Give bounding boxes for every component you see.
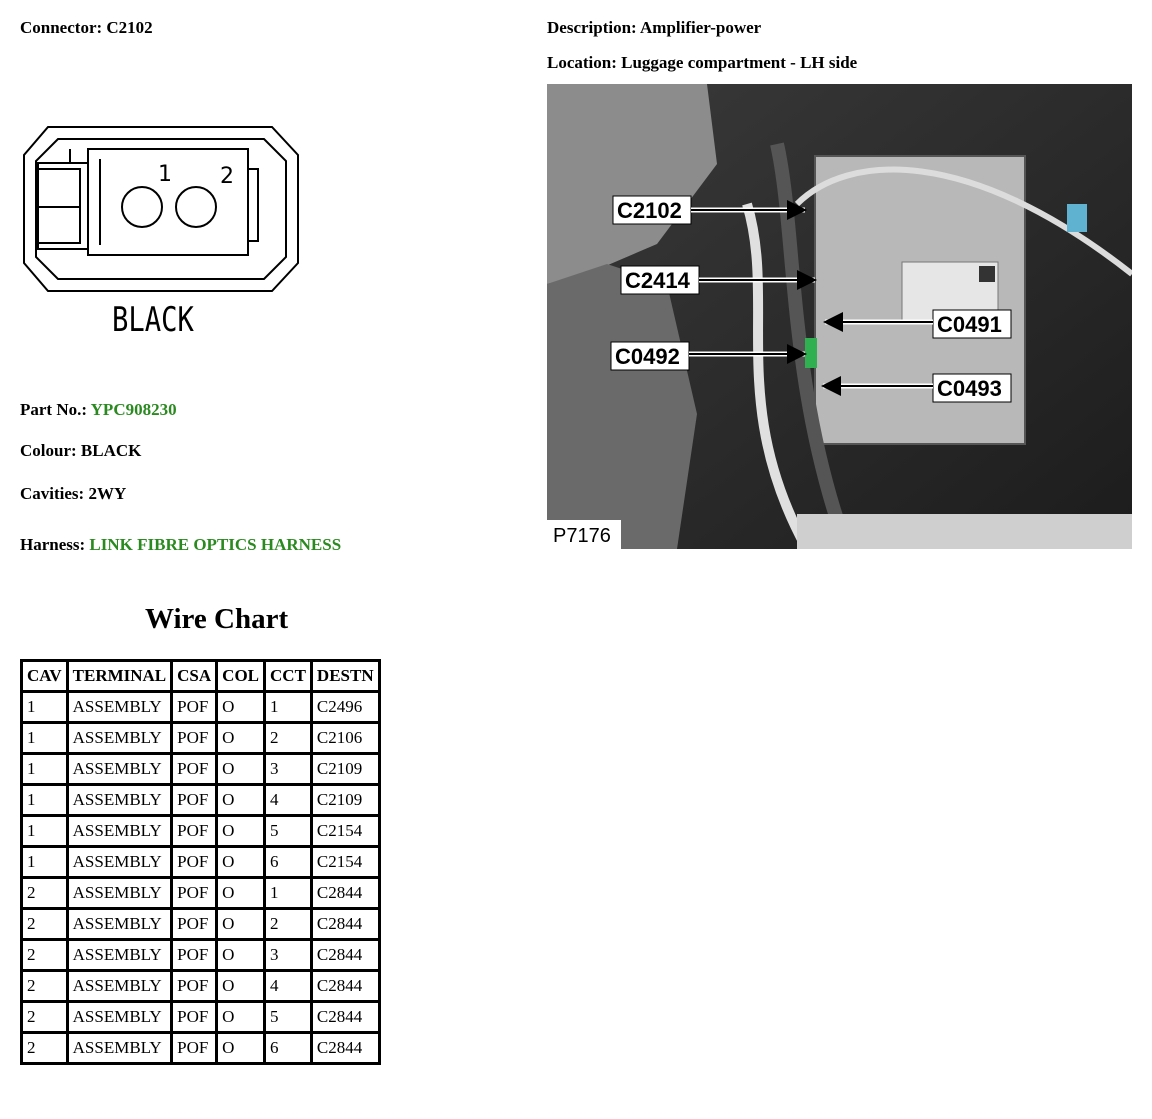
table-cell-cct: 1 — [266, 879, 310, 907]
part-no-line — [20, 400, 177, 420]
column-header-cct: CCT — [266, 662, 310, 690]
connector-label: Connector: — [20, 18, 103, 37]
table-cell-cav: 1 — [23, 724, 66, 752]
table-cell-csa: POF — [173, 724, 215, 752]
table-cell-col: O — [218, 817, 263, 845]
table-cell-cav: 2 — [23, 879, 66, 907]
table-cell-cav: 1 — [23, 786, 66, 814]
table-cell-destn: C2154 — [313, 848, 378, 876]
table-row — [23, 1003, 378, 1031]
table-cell-cct: 5 — [266, 1003, 310, 1031]
table-row — [23, 755, 378, 783]
table-cell-cct: 2 — [266, 910, 310, 938]
table-cell-csa: POF — [173, 941, 215, 969]
table-cell-cav: 1 — [23, 817, 66, 845]
table-cell-cav: 1 — [23, 848, 66, 876]
table-cell-destn: C2844 — [313, 941, 378, 969]
location-line — [547, 53, 857, 73]
table-cell-csa: POF — [173, 817, 215, 845]
table-cell-col: O — [218, 910, 263, 938]
svg-text:C0491: C0491 — [937, 312, 1002, 337]
table-row — [23, 848, 378, 876]
harness-value: LINK FIBRE OPTICS HARNESS — [89, 535, 342, 554]
location-label: Location: — [547, 53, 617, 72]
table-cell-col: O — [218, 848, 263, 876]
table-cell-cav: 1 — [23, 755, 66, 783]
table-cell-terminal: ASSEMBLY — [69, 1034, 171, 1062]
connector-value: C2102 — [106, 18, 153, 37]
table-row — [23, 1034, 378, 1062]
table-cell-destn: C2844 — [313, 879, 378, 907]
description-line — [547, 18, 761, 38]
table-cell-csa: POF — [173, 972, 215, 1000]
part-no-value: YPC908230 — [90, 400, 177, 419]
table-cell-cct: 3 — [266, 755, 310, 783]
table-cell-cav: 2 — [23, 1003, 66, 1031]
table-cell-destn: C2106 — [313, 724, 378, 752]
table-cell-cav: 2 — [23, 910, 66, 938]
table-cell-destn: C2109 — [313, 755, 378, 783]
svg-text:C2414: C2414 — [625, 268, 690, 293]
table-cell-destn: C2844 — [313, 1034, 378, 1062]
harness-label: Harness: — [20, 535, 86, 554]
column-header-cav: CAV — [23, 662, 66, 690]
table-cell-csa: POF — [173, 1003, 215, 1031]
table-cell-csa: POF — [173, 1034, 215, 1062]
column-header-terminal: TERMINAL — [69, 662, 171, 690]
table-cell-cct: 4 — [266, 786, 310, 814]
table-cell-cav: 1 — [23, 693, 66, 721]
table-cell-cct: 1 — [266, 693, 310, 721]
table-cell-col: O — [218, 755, 263, 783]
cavities-label: Cavities: — [20, 484, 85, 503]
table-cell-destn: C2844 — [313, 1003, 378, 1031]
description-label: Description: — [547, 18, 637, 37]
table-cell-col: O — [218, 786, 263, 814]
description-value: Amplifier-power — [640, 18, 762, 37]
cavities-value: 2WY — [88, 484, 127, 503]
table-cell-col: O — [218, 693, 263, 721]
table-cell-terminal: ASSEMBLY — [69, 848, 171, 876]
table-row — [23, 693, 378, 721]
table-cell-cav: 2 — [23, 1034, 66, 1062]
colour-label: Colour: — [20, 441, 77, 460]
table-row — [23, 941, 378, 969]
wire-chart-table — [20, 659, 381, 1065]
pin-2-label: 2 — [220, 164, 234, 189]
lower-module — [797, 514, 1132, 549]
svg-text:C0493: C0493 — [937, 376, 1002, 401]
column-header-csa: CSA — [173, 662, 215, 690]
wire-chart-title: Wire Chart — [145, 603, 289, 635]
table-cell-cav: 2 — [23, 941, 66, 969]
table-cell-csa: POF — [173, 786, 215, 814]
table-row — [23, 972, 378, 1000]
green-connector — [805, 338, 817, 368]
figure-id: P7176 — [553, 525, 611, 547]
table-cell-terminal: ASSEMBLY — [69, 879, 171, 907]
table-cell-destn: C2844 — [313, 972, 378, 1000]
table-row — [23, 786, 378, 814]
table-cell-csa: POF — [173, 879, 215, 907]
table-cell-terminal: ASSEMBLY — [69, 786, 171, 814]
location-value: Luggage compartment - LH side — [621, 53, 858, 72]
connector-face-diagram — [22, 125, 300, 293]
table-row — [23, 724, 378, 752]
svg-text:C0492: C0492 — [615, 344, 680, 369]
wire-chart-header-row — [23, 662, 378, 690]
connector-color-label: BLACK — [112, 300, 194, 340]
table-cell-csa: POF — [173, 693, 215, 721]
table-cell-terminal: ASSEMBLY — [69, 693, 171, 721]
table-cell-cav: 2 — [23, 972, 66, 1000]
table-cell-csa: POF — [173, 910, 215, 938]
svg-text:C2102: C2102 — [617, 198, 682, 223]
table-cell-csa: POF — [173, 755, 215, 783]
table-cell-cct: 3 — [266, 941, 310, 969]
column-header-destn: DESTN — [313, 662, 378, 690]
table-row — [23, 910, 378, 938]
table-cell-terminal: ASSEMBLY — [69, 941, 171, 969]
pin-1-label: 1 — [158, 162, 172, 187]
table-row — [23, 817, 378, 845]
table-cell-terminal: ASSEMBLY — [69, 817, 171, 845]
blue-connector — [1067, 204, 1087, 232]
colour-line — [20, 441, 141, 461]
location-photo — [547, 84, 1132, 549]
table-cell-col: O — [218, 724, 263, 752]
column-header-col: COL — [218, 662, 263, 690]
table-cell-terminal: ASSEMBLY — [69, 755, 171, 783]
connector-line — [20, 18, 153, 38]
table-cell-col: O — [218, 879, 263, 907]
harness-line — [20, 535, 341, 555]
cavities-line — [20, 484, 126, 504]
table-cell-col: O — [218, 941, 263, 969]
table-cell-cct: 2 — [266, 724, 310, 752]
colour-value: BLACK — [80, 441, 142, 460]
table-cell-csa: POF — [173, 848, 215, 876]
module-barcode — [979, 266, 995, 282]
table-cell-cct: 4 — [266, 972, 310, 1000]
table-cell-terminal: ASSEMBLY — [69, 972, 171, 1000]
table-cell-terminal: ASSEMBLY — [69, 724, 171, 752]
table-cell-destn: C2844 — [313, 910, 378, 938]
table-cell-cct: 5 — [266, 817, 310, 845]
table-row — [23, 879, 378, 907]
table-cell-terminal: ASSEMBLY — [69, 910, 171, 938]
table-cell-terminal: ASSEMBLY — [69, 1003, 171, 1031]
table-cell-col: O — [218, 972, 263, 1000]
table-cell-destn: C2154 — [313, 817, 378, 845]
part-no-label: Part No.: — [20, 400, 88, 419]
table-cell-destn: C2496 — [313, 693, 378, 721]
table-cell-cct: 6 — [266, 1034, 310, 1062]
table-cell-destn: C2109 — [313, 786, 378, 814]
table-cell-col: O — [218, 1034, 263, 1062]
table-cell-cct: 6 — [266, 848, 310, 876]
table-cell-col: O — [218, 1003, 263, 1031]
